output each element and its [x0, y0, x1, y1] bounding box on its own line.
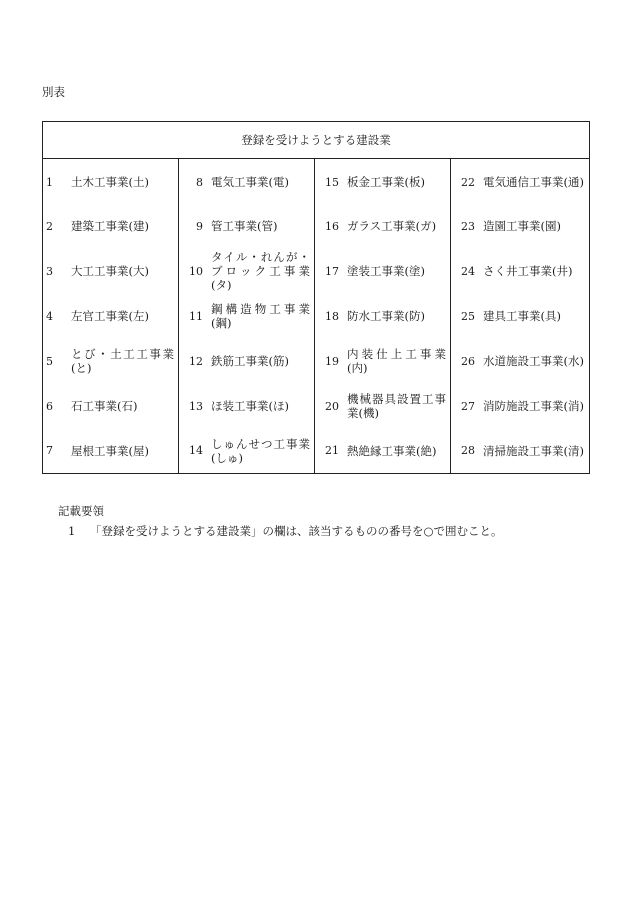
industry-name: さく井工事業(井) — [483, 264, 573, 278]
industry-cell — [43, 204, 179, 249]
industry-cell — [43, 249, 179, 294]
industry-number: 3 — [46, 264, 53, 278]
table-row — [43, 204, 590, 249]
industry-name: 電気工事業(電) — [211, 175, 289, 190]
industry-number: 1 — [46, 175, 53, 189]
industry-cell — [43, 384, 179, 429]
industry-name: 屋根工事業(屋) — [71, 443, 149, 458]
table-row — [43, 249, 590, 294]
table-header: 登録を受けようとする建設業 — [43, 122, 590, 159]
industry-number: 28 — [461, 444, 475, 458]
page-label: 別表 — [42, 85, 65, 99]
industry-name: タイル・れんが・ブロック工事業(タ) — [211, 250, 310, 292]
industry-name: 清掃施設工事業(清) — [483, 443, 584, 458]
industry-number: 24 — [461, 264, 475, 278]
note-number: 1 — [68, 524, 76, 538]
industry-cell — [315, 159, 451, 204]
industry-cell — [451, 249, 590, 294]
industry-number: 22 — [461, 175, 475, 189]
industry-cell — [315, 294, 451, 339]
industry-number: 5 — [46, 354, 53, 368]
industry-number: 20 — [325, 399, 339, 413]
industry-name: 塗装工事業(塗) — [347, 264, 425, 278]
industry-name: 機械器具設置工事業(機) — [347, 392, 446, 420]
industry-cell — [315, 339, 451, 384]
table-row — [43, 159, 590, 204]
industry-name: 熱絶縁工事業(絶) — [347, 443, 437, 458]
industry-number: 15 — [325, 175, 339, 189]
industry-name: 電気通信工事業(通) — [483, 175, 584, 190]
industry-number: 8 — [196, 175, 203, 189]
industry-number: 27 — [461, 399, 475, 413]
industry-cell — [315, 429, 451, 474]
industry-number: 2 — [46, 219, 53, 233]
industry-number: 10 — [189, 264, 203, 278]
industry-number: 12 — [189, 354, 203, 368]
industry-cell — [451, 429, 590, 474]
industry-number: 26 — [461, 354, 475, 368]
industry-cell — [451, 204, 590, 249]
industry-cell — [315, 249, 451, 294]
note-item — [58, 523, 503, 539]
industry-cell — [179, 429, 315, 474]
industry-number: 13 — [189, 399, 203, 413]
industry-name: 大工工事業(大) — [71, 264, 149, 278]
industry-name: 造園工事業(園) — [483, 219, 561, 233]
industry-name: 消防施設工事業(消) — [483, 399, 584, 413]
industry-number: 21 — [325, 444, 339, 458]
note-text: 「登録を受けようとする建設業」の欄は、該当するものの番号を○で囲むこと。 — [90, 524, 503, 538]
industry-cell — [179, 249, 315, 294]
table-row — [43, 384, 590, 429]
notes-title: 記載要領 — [58, 504, 104, 518]
notes-section — [58, 503, 503, 539]
industry-name: ほ装工事業(ほ) — [211, 399, 289, 413]
industry-cell — [43, 294, 179, 339]
industry-cell — [315, 384, 451, 429]
industry-cell — [43, 159, 179, 204]
industry-cell — [179, 204, 315, 249]
industry-number: 14 — [189, 444, 203, 458]
table-row — [43, 294, 590, 339]
industry-number: 6 — [46, 399, 53, 413]
industry-name: 石工事業(石) — [71, 399, 138, 413]
industry-cell — [451, 339, 590, 384]
industry-name: 水道施設工事業(水) — [483, 354, 584, 368]
industry-name: 防水工事業(防) — [347, 309, 425, 323]
industry-number: 18 — [325, 309, 339, 323]
table-row — [43, 339, 590, 384]
industry-number: 11 — [189, 309, 203, 323]
industry-name: 鉄筋工事業(筋) — [211, 354, 289, 368]
industry-cell — [451, 159, 590, 204]
table-row — [43, 429, 590, 474]
industry-number: 7 — [46, 444, 53, 458]
industry-name: 板金工事業(板) — [347, 175, 425, 190]
industry-number: 17 — [325, 264, 339, 278]
industry-cell — [43, 429, 179, 474]
industry-number: 4 — [46, 309, 53, 323]
industry-number: 25 — [461, 309, 475, 323]
industry-cell — [179, 294, 315, 339]
industry-number: 16 — [325, 219, 339, 233]
industry-table — [42, 121, 590, 474]
industry-name: 鋼構造物工事業(鋼) — [211, 302, 310, 330]
industry-cell — [315, 204, 451, 249]
industry-number: 9 — [196, 219, 203, 233]
industry-cell — [179, 339, 315, 384]
industry-cell — [451, 384, 590, 429]
industry-cell — [179, 159, 315, 204]
industry-name: 建具工事業(具) — [483, 309, 561, 323]
industry-name: 建築工事業(建) — [71, 219, 149, 233]
industry-name: しゅんせつ工事業(しゅ) — [211, 436, 310, 465]
industry-name: 土木工事業(土) — [71, 175, 149, 190]
industry-name: 管工事業(管) — [211, 219, 278, 233]
industry-cell — [451, 294, 590, 339]
industry-number: 19 — [325, 354, 339, 368]
industry-number: 23 — [461, 219, 475, 233]
industry-name: とび・土工工事業(と) — [71, 347, 174, 375]
industry-cell — [179, 384, 315, 429]
industry-name: 内装仕上工事業(内) — [347, 347, 446, 375]
industry-name: 左官工事業(左) — [71, 309, 149, 323]
industry-cell — [43, 339, 179, 384]
industry-name: ガラス工事業(ガ) — [347, 219, 437, 233]
